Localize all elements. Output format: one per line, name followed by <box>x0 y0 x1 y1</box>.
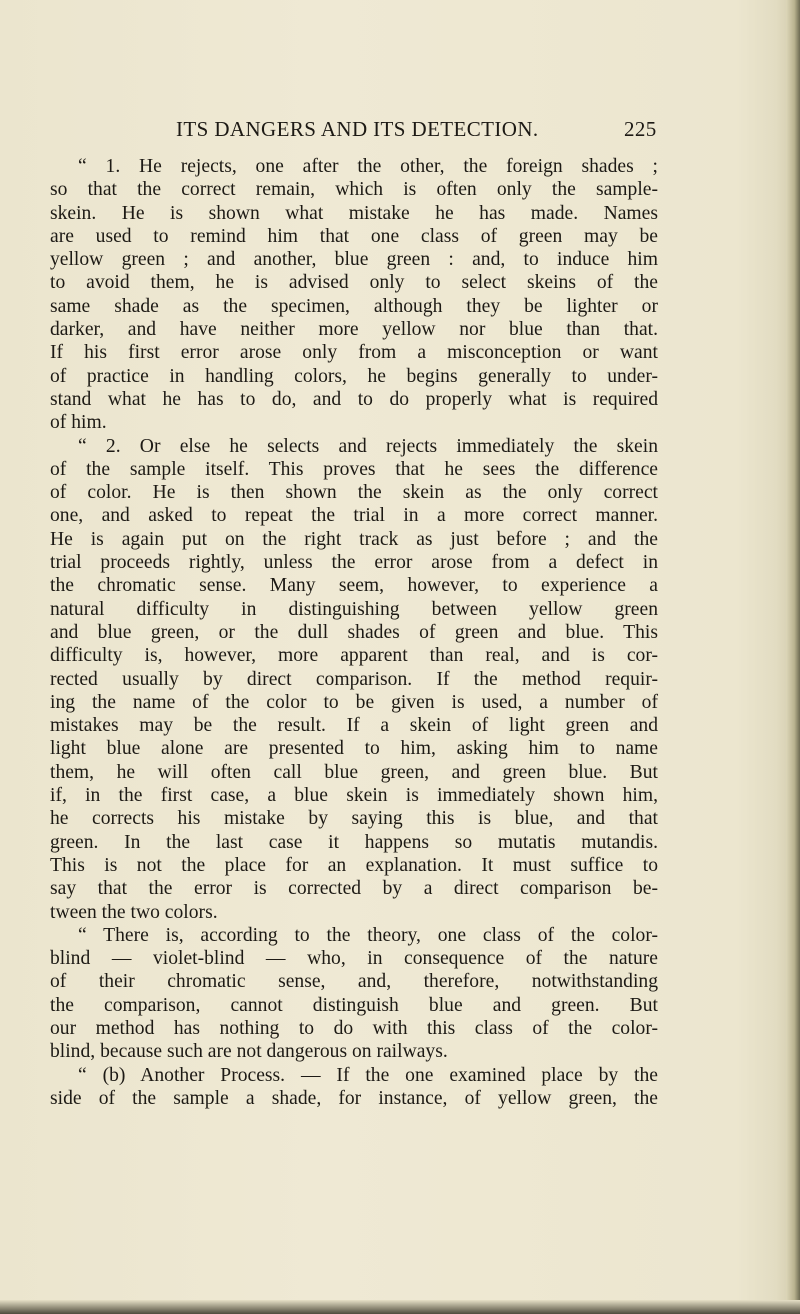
text-line: “ 2. Or else he selects and rejects immediately the skein <box>78 435 658 457</box>
text-line: “ (b) Another Process. — If the one examined place by the <box>78 1064 658 1086</box>
text-line: blind, because such are not dangerous on railways. <box>50 1041 448 1063</box>
text-line: light blue alone are presented to him, asking him to name <box>50 738 658 760</box>
page-number: 225 <box>624 117 657 141</box>
text-line: say that the error is corrected by a direct comparison be- <box>50 878 658 900</box>
text-line: blind — violet-blind — who, in consequence of the nature <box>50 948 658 970</box>
text-line: one, and asked to repeat the trial in a more correct manner. <box>50 505 658 527</box>
body-text <box>50 155 658 1110</box>
running-title: ITS DANGERS AND ITS DETECTION. <box>176 117 539 141</box>
text-line: of their chromatic sense, and, therefore, notwithstanding <box>50 971 658 993</box>
text-line: are used to remind him that one class of green may be <box>50 225 658 247</box>
text-line: “ There is, according to the theory, one class of the color- <box>78 924 658 946</box>
text-line: of color. He is then shown the skein as the only correct <box>50 482 658 504</box>
text-line: if, in the first case, a blue skein is immediately shown him, <box>50 785 658 807</box>
text-line: of practice in handling colors, he begins generally to under- <box>50 365 658 387</box>
text-line: the comparison, cannot distinguish blue and green. But <box>50 994 658 1016</box>
text-line: so that the correct remain, which is often only the sample- <box>50 179 658 201</box>
text-line: trial proceeds rightly, unless the error arose from a defect in <box>50 552 658 574</box>
text-line: to avoid them, he is advised only to select skeins of the <box>50 272 658 294</box>
text-line: skein. He is shown what mistake he has made. Names <box>50 202 658 224</box>
text-line: He is again put on the right track as just before ; and the <box>50 528 658 550</box>
page-edge-shadow <box>786 0 800 1314</box>
text-line: “ 1. He rejects, one after the other, the foreign shades ; <box>78 156 658 177</box>
text-line: stand what he has to do, and to do properly what is required <box>50 388 658 410</box>
text-line: This is not the place for an explanation. It must suffice to <box>50 854 658 876</box>
text-line: of him. <box>50 412 107 434</box>
text-line: and blue green, or the dull shades of green and blue. This <box>50 621 658 643</box>
text-line: natural difficulty in distinguishing between yellow green <box>50 598 658 620</box>
text-line: of the sample itself. This proves that he sees the difference <box>50 458 658 480</box>
page-bottom-shadow <box>0 1300 800 1314</box>
text-line: darker, and have neither more yellow nor blue than that. <box>50 319 658 341</box>
text-line: our method has nothing to do with this class of the color- <box>50 1017 658 1039</box>
text-line: them, he will often call blue green, and green blue. But <box>50 761 658 783</box>
text-line: yellow green ; and another, blue green : and, to induce him <box>50 249 658 271</box>
text-line: the chromatic sense. Many seem, however, to experience a <box>50 575 658 597</box>
text-line: he corrects his mistake by saying this is blue, and that <box>50 808 658 830</box>
text-line: If his first error arose only from a misconception or want <box>50 342 658 364</box>
text-line: green. In the last case it happens so mutatis mutandis. <box>50 831 658 853</box>
text-line: same shade as the specimen, although they be lighter or <box>50 295 658 317</box>
running-header <box>176 117 696 142</box>
text-line: rected usually by direct comparison. If the method requir- <box>50 668 658 690</box>
text-line: mistakes may be the result. If a skein of light green and <box>50 715 658 737</box>
text-line: difficulty is, however, more apparent than real, and is cor- <box>50 645 658 667</box>
text-line: side of the sample a shade, for instance, of yellow green, the <box>50 1087 658 1109</box>
text-line: ing the name of the color to be given is used, a number of <box>50 691 658 713</box>
text-line: tween the two colors. <box>50 901 218 923</box>
